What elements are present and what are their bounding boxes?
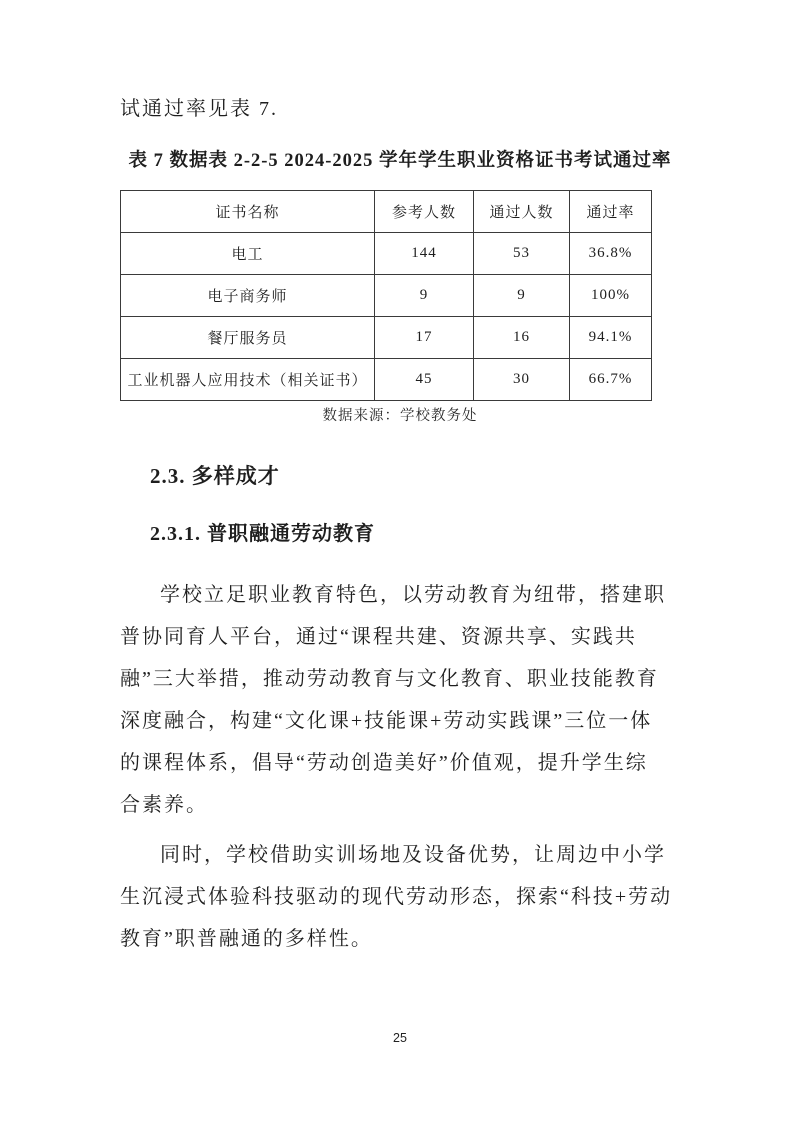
table-header-cell: 参考人数 [375, 191, 474, 233]
table-cell-cert-name: 电工 [121, 233, 375, 275]
table-cell-pass-rate: 66.7% [570, 359, 652, 401]
table-cell-cert-name: 电子商务师 [121, 275, 375, 317]
paragraph-line: 深度融合，构建“文化课+技能课+劳动实践课”三位一体 [120, 710, 653, 732]
table-cell-passed: 16 [474, 317, 570, 359]
paragraph-line: 的课程体系，倡导“劳动创造美好”价值观，提升学生综 [120, 752, 648, 774]
paragraph-2 [120, 834, 680, 960]
page-number: 25 [393, 1031, 407, 1045]
table-cell-cert-name: 餐厅服务员 [121, 317, 375, 359]
table-row [121, 359, 652, 401]
table-cell-participants: 144 [375, 233, 474, 275]
table-cell-passed: 30 [474, 359, 570, 401]
table-header-cell: 证书名称 [121, 191, 375, 233]
section-heading-2-3: 2.3. 多样成才 [150, 464, 280, 488]
paragraph-line: 教育”职普融通的多样性。 [120, 928, 373, 950]
table-row [121, 317, 652, 359]
paragraph-line: 生沉浸式体验科技驱动的现代劳动形态，探索“科技+劳动 [120, 886, 673, 908]
table-cell-pass-rate: 100% [570, 275, 652, 317]
table-cell-pass-rate: 94.1% [570, 317, 652, 359]
table-cell-pass-rate: 36.8% [570, 233, 652, 275]
paragraph-line: 合素养。 [120, 794, 208, 816]
table-header-row [121, 191, 652, 233]
table-caption-title: 表 7 数据表 2-2-5 2024-2025 学年学生职业资格证书考试通过率 [128, 151, 672, 171]
table-cell-participants: 9 [375, 275, 474, 317]
table-cell-passed: 9 [474, 275, 570, 317]
table-header-cell: 通过率 [570, 191, 652, 233]
paragraph-line: 同时，学校借助实训场地及设备优势，让周边中小学 [160, 844, 666, 866]
subsection-heading-2-3-1: 2.3.1. 普职融通劳动教育 [150, 523, 375, 545]
table-row [121, 275, 652, 317]
table-cell-participants: 17 [375, 317, 474, 359]
paragraph-line: 普协同育人平台，通过“课程共建、资源共享、实践共 [120, 626, 637, 648]
table-cell-passed: 53 [474, 233, 570, 275]
table-row [121, 233, 652, 275]
table-header-cell: 通过人数 [474, 191, 570, 233]
lead-text: 试通过率见表 7. [120, 98, 278, 120]
table-source-note: 数据来源：学校教务处 [322, 408, 478, 424]
table-cell-cert-name: 工业机器人应用技术（相关证书） [121, 359, 375, 401]
paragraph-line: 学校立足职业教育特色，以劳动教育为纽带，搭建职 [160, 584, 666, 606]
pass-rate-table [120, 190, 652, 401]
paragraph-1 [120, 574, 680, 826]
paragraph-line: 融”三大举措，推动劳动教育与文化教育、职业技能教育 [120, 668, 659, 690]
table-cell-participants: 45 [375, 359, 474, 401]
